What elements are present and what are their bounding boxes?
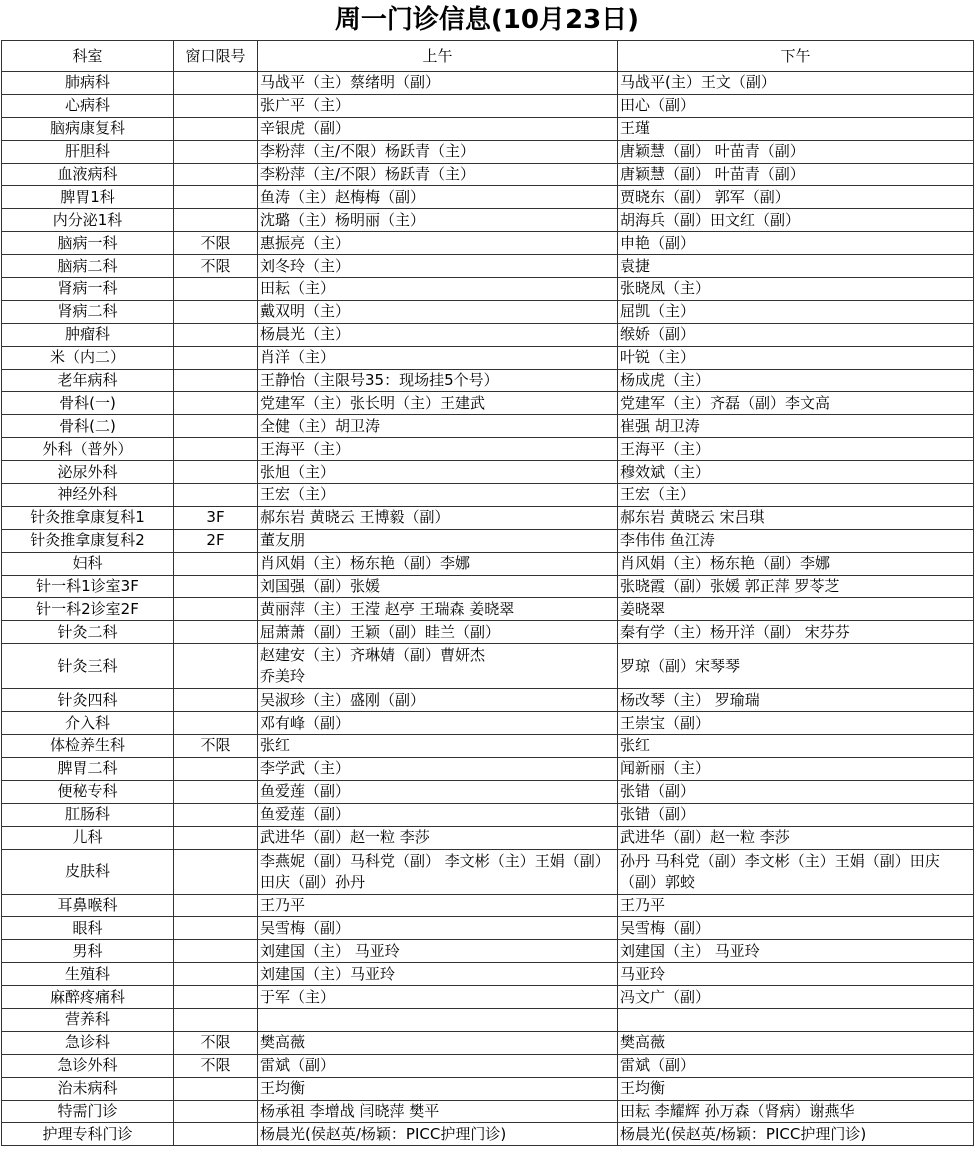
afternoon-cell: 吴雪梅（副）: [618, 917, 974, 940]
dept-cell: 麻醉疼痛科: [2, 986, 174, 1009]
morning-cell: 戴双明（主）: [258, 300, 618, 323]
dept-cell: 急诊科: [2, 1031, 174, 1054]
dept-cell: 针灸四科: [2, 689, 174, 712]
dept-cell: 心病科: [2, 94, 174, 117]
afternoon-cell: 李伟伟 鱼江涛: [618, 529, 974, 552]
morning-cell: 王乃平: [258, 894, 618, 917]
dept-cell: 脑病二科: [2, 255, 174, 278]
window-limit-cell: [174, 644, 258, 689]
afternoon-cell: 田耘 李耀辉 孙万森（肾病）谢燕华: [618, 1100, 974, 1123]
table-row: [2, 917, 974, 940]
dept-cell: 脑病一科: [2, 232, 174, 255]
window-limit-cell: 不限: [174, 232, 258, 255]
window-limit-cell: [174, 72, 258, 95]
table-row: [2, 140, 974, 163]
dept-cell: 急诊外科: [2, 1054, 174, 1077]
morning-cell: 吴淑珍（主）盛刚（副）: [258, 689, 618, 712]
afternoon-cell: 张错（副）: [618, 780, 974, 803]
morning-cell: 李粉萍（主/不限）杨跃青（主）: [258, 163, 618, 186]
afternoon-cell: [618, 1008, 974, 1031]
table-row: [2, 392, 974, 415]
table-row: [2, 621, 974, 644]
afternoon-cell: 申艳（副）: [618, 232, 974, 255]
dept-cell: 肺病科: [2, 72, 174, 95]
morning-cell: 惠振亮（主）: [258, 232, 618, 255]
dept-cell: 肾病二科: [2, 300, 174, 323]
morning-cell: 王海平（主）: [258, 438, 618, 461]
table-row: [2, 484, 974, 507]
window-limit-cell: 3F: [174, 506, 258, 529]
window-limit-cell: [174, 1123, 258, 1146]
afternoon-cell: 闻新丽（主）: [618, 757, 974, 780]
window-limit-cell: [174, 598, 258, 621]
table-row: [2, 415, 974, 438]
afternoon-cell: 张晓凤（主）: [618, 278, 974, 301]
table-row: [2, 117, 974, 140]
window-limit-cell: [174, 963, 258, 986]
morning-cell: 郝东岩 黄晓云 王博毅（副）: [258, 506, 618, 529]
afternoon-cell: 王瑾: [618, 117, 974, 140]
afternoon-cell: 王乃平: [618, 894, 974, 917]
schedule-table: [1, 40, 974, 1146]
table-row: [2, 232, 974, 255]
morning-cell: 刘建国（主）马亚玲: [258, 963, 618, 986]
morning-cell: 张旭（主）: [258, 461, 618, 484]
afternoon-cell: 王海平（主）: [618, 438, 974, 461]
table-row: [2, 278, 974, 301]
dept-cell: 米（内二）: [2, 346, 174, 369]
dept-cell: 营养科: [2, 1008, 174, 1031]
table-row: [2, 1123, 974, 1146]
dept-cell: 眼科: [2, 917, 174, 940]
window-limit-cell: [174, 278, 258, 301]
morning-cell: 鱼涛（主）赵梅梅（副）: [258, 186, 618, 209]
morning-cell: 张红: [258, 735, 618, 758]
table-row: [2, 209, 974, 232]
dept-cell: 肝胆科: [2, 140, 174, 163]
afternoon-cell: 武进华（副）赵一粒 李莎: [618, 826, 974, 849]
dept-cell: 血液病科: [2, 163, 174, 186]
dept-cell: 针灸推拿康复科2: [2, 529, 174, 552]
dept-cell: 针灸二科: [2, 621, 174, 644]
window-limit-cell: [174, 300, 258, 323]
afternoon-cell: 郝东岩 黄晓云 宋吕琪: [618, 506, 974, 529]
morning-cell: 沈璐（主）杨明丽（主）: [258, 209, 618, 232]
page-title: 周一门诊信息(10月23日): [334, 5, 640, 35]
dept-cell: 体检养生科: [2, 735, 174, 758]
morning-cell: 全健（主）胡卫涛: [258, 415, 618, 438]
window-limit-cell: [174, 117, 258, 140]
dept-cell: 骨科(一): [2, 392, 174, 415]
header-morning: 上午: [258, 41, 618, 72]
dept-cell: 耳鼻喉科: [2, 894, 174, 917]
afternoon-cell: 杨晨光(侯赵英/杨颖：PICC护理门诊): [618, 1123, 974, 1146]
morning-cell: 樊高薇: [258, 1031, 618, 1054]
morning-cell: 李燕妮（副）马科党（副） 李文彬（主）王娟（副）田庆（副）孙丹: [258, 849, 618, 894]
table-row: [2, 780, 974, 803]
dept-cell: 脑病康复科: [2, 117, 174, 140]
window-limit-cell: [174, 1077, 258, 1100]
afternoon-cell: 肖风娟（主）杨东艳（副）李娜: [618, 552, 974, 575]
morning-cell: 李粉萍（主/不限）杨跃青（主）: [258, 140, 618, 163]
dept-cell: 生殖科: [2, 963, 174, 986]
window-limit-cell: [174, 163, 258, 186]
dept-cell: 肿瘤科: [2, 323, 174, 346]
morning-cell: [258, 1008, 618, 1031]
table-row: [2, 689, 974, 712]
header-row: [2, 41, 974, 72]
table-row: [2, 461, 974, 484]
morning-cell: 张广平（主）: [258, 94, 618, 117]
afternoon-cell: 马战平(主）王文（副）: [618, 72, 974, 95]
morning-cell: 武进华（副）赵一粒 李莎: [258, 826, 618, 849]
dept-cell: 治未病科: [2, 1077, 174, 1100]
window-limit-cell: [174, 849, 258, 894]
morning-cell: 辛银虎（副）: [258, 117, 618, 140]
window-limit-cell: [174, 826, 258, 849]
morning-cell: 于军（主）: [258, 986, 618, 1009]
morning-cell: 王宏（主）: [258, 484, 618, 507]
morning-cell: 鱼爱莲（副）: [258, 803, 618, 826]
table-row: [2, 1008, 974, 1031]
table-row: [2, 506, 974, 529]
table-row: [2, 894, 974, 917]
table-row: [2, 94, 974, 117]
afternoon-cell: 张红: [618, 735, 974, 758]
window-limit-cell: [174, 140, 258, 163]
morning-cell: 田耘（主）: [258, 278, 618, 301]
schedule-body: [2, 72, 974, 1146]
morning-cell: 杨承祖 李增战 闫晓萍 樊平: [258, 1100, 618, 1123]
afternoon-cell: 王均衡: [618, 1077, 974, 1100]
window-limit-cell: [174, 712, 258, 735]
afternoon-cell: 刘建国（主） 马亚玲: [618, 940, 974, 963]
table-row: [2, 826, 974, 849]
morning-cell: 刘冬玲（主）: [258, 255, 618, 278]
morning-cell: 赵建安（主）齐琳婧（副）曹妍杰 乔美玲: [258, 644, 618, 689]
window-limit-cell: 不限: [174, 1031, 258, 1054]
table-row: [2, 598, 974, 621]
dept-cell: 儿科: [2, 826, 174, 849]
window-limit-cell: [174, 369, 258, 392]
afternoon-cell: 冯文广（副）: [618, 986, 974, 1009]
table-row: [2, 1054, 974, 1077]
dept-cell: 神经外科: [2, 484, 174, 507]
window-limit-cell: 不限: [174, 735, 258, 758]
table-row: [2, 735, 974, 758]
dept-cell: 护理专科门诊: [2, 1123, 174, 1146]
window-limit-cell: [174, 94, 258, 117]
afternoon-cell: 田心（副）: [618, 94, 974, 117]
table-row: [2, 644, 974, 689]
afternoon-cell: 崔强 胡卫涛: [618, 415, 974, 438]
window-limit-cell: [174, 209, 258, 232]
morning-cell: 马战平（主）蔡绪明（副）: [258, 72, 618, 95]
afternoon-cell: 马亚玲: [618, 963, 974, 986]
afternoon-cell: 唐颖慧（副） 叶苗青（副）: [618, 140, 974, 163]
window-limit-cell: [174, 415, 258, 438]
table-row: [2, 940, 974, 963]
header-window-limit: 窗口限号: [174, 41, 258, 72]
dept-cell: 针灸推拿康复科1: [2, 506, 174, 529]
dept-cell: 骨科(二): [2, 415, 174, 438]
dept-cell: 便秘专科: [2, 780, 174, 803]
header-dept: 科室: [2, 41, 174, 72]
window-limit-cell: [174, 621, 258, 644]
morning-cell: 杨晨光(侯赵英/杨颖：PICC护理门诊): [258, 1123, 618, 1146]
table-row: [2, 72, 974, 95]
window-limit-cell: [174, 346, 258, 369]
table-row: [2, 163, 974, 186]
afternoon-cell: 杨成虎（主）: [618, 369, 974, 392]
morning-cell: 刘建国（主） 马亚玲: [258, 940, 618, 963]
window-limit-cell: [174, 780, 258, 803]
afternoon-cell: 党建军（主）齐磊（副）李文高: [618, 392, 974, 415]
afternoon-cell: 王宏（主）: [618, 484, 974, 507]
window-limit-cell: [174, 484, 258, 507]
table-row: [2, 300, 974, 323]
table-row: [2, 369, 974, 392]
afternoon-cell: 杨改琴（主） 罗瑜瑞: [618, 689, 974, 712]
table-row: [2, 255, 974, 278]
dept-cell: 针一科2诊室2F: [2, 598, 174, 621]
morning-cell: 邓有峰（副）: [258, 712, 618, 735]
table-row: [2, 986, 974, 1009]
morning-cell: 鱼爱莲（副）: [258, 780, 618, 803]
dept-cell: 内分泌1科: [2, 209, 174, 232]
window-limit-cell: [174, 757, 258, 780]
table-row: [2, 712, 974, 735]
window-limit-cell: 2F: [174, 529, 258, 552]
table-row: [2, 963, 974, 986]
table-row: [2, 757, 974, 780]
morning-cell: 王均衡: [258, 1077, 618, 1100]
window-limit-cell: [174, 461, 258, 484]
table-row: [2, 438, 974, 461]
window-limit-cell: [174, 323, 258, 346]
morning-cell: 肖洋（主）: [258, 346, 618, 369]
table-row: [2, 529, 974, 552]
window-limit-cell: [174, 186, 258, 209]
morning-cell: 党建军（主）张长明（主）王建武: [258, 392, 618, 415]
afternoon-cell: 穆效斌（主）: [618, 461, 974, 484]
afternoon-cell: 胡海兵（副）田文红（副）: [618, 209, 974, 232]
afternoon-cell: 孙丹 马科党（副）李文彬（主）王娟（副）田庆（副）郭蛟: [618, 849, 974, 894]
dept-cell: 老年病科: [2, 369, 174, 392]
afternoon-cell: 叶锐（主）: [618, 346, 974, 369]
window-limit-cell: [174, 986, 258, 1009]
table-row: [2, 849, 974, 894]
dept-cell: 针一科1诊室3F: [2, 575, 174, 598]
window-limit-cell: [174, 894, 258, 917]
afternoon-cell: 樊高薇: [618, 1031, 974, 1054]
dept-cell: 脾胃1科: [2, 186, 174, 209]
morning-cell: 董友朋: [258, 529, 618, 552]
dept-cell: 针灸三科: [2, 644, 174, 689]
table-row: [2, 552, 974, 575]
morning-cell: 屈萧萧（副）王颖（副）眭兰（副）: [258, 621, 618, 644]
morning-cell: 王静怡（主限号35：现场挂5个号）: [258, 369, 618, 392]
window-limit-cell: 不限: [174, 255, 258, 278]
afternoon-cell: 缑娇（副）: [618, 323, 974, 346]
afternoon-cell: 雷斌（副）: [618, 1054, 974, 1077]
table-row: [2, 575, 974, 598]
window-limit-cell: [174, 689, 258, 712]
window-limit-cell: [174, 940, 258, 963]
table-row: [2, 186, 974, 209]
dept-cell: 肛肠科: [2, 803, 174, 826]
dept-cell: 脾胃二科: [2, 757, 174, 780]
table-row: [2, 346, 974, 369]
morning-cell: 杨晨光（主）: [258, 323, 618, 346]
morning-cell: 雷斌（副）: [258, 1054, 618, 1077]
header-afternoon: 下午: [618, 41, 974, 72]
morning-cell: 刘国强（副）张媛: [258, 575, 618, 598]
table-row: [2, 1031, 974, 1054]
window-limit-cell: [174, 1100, 258, 1123]
afternoon-cell: 张错（副）: [618, 803, 974, 826]
table-row: [2, 1077, 974, 1100]
morning-cell: 李学武（主）: [258, 757, 618, 780]
morning-cell: 黄丽萍（主）王滢 赵亭 王瑞森 姜晓翠: [258, 598, 618, 621]
dept-cell: 妇科: [2, 552, 174, 575]
window-limit-cell: [174, 575, 258, 598]
afternoon-cell: 姜晓翠: [618, 598, 974, 621]
window-limit-cell: [174, 1008, 258, 1031]
dept-cell: 泌尿外科: [2, 461, 174, 484]
afternoon-cell: 袁捷: [618, 255, 974, 278]
dept-cell: 男科: [2, 940, 174, 963]
dept-cell: 肾病一科: [2, 278, 174, 301]
afternoon-cell: 张晓霞（副）张媛 郭正萍 罗苓芝: [618, 575, 974, 598]
window-limit-cell: [174, 552, 258, 575]
morning-cell: 吴雪梅（副）: [258, 917, 618, 940]
table-row: [2, 323, 974, 346]
dept-cell: 外科（普外）: [2, 438, 174, 461]
dept-cell: 介入科: [2, 712, 174, 735]
table-row: [2, 803, 974, 826]
window-limit-cell: [174, 803, 258, 826]
afternoon-cell: 王崇宝（副）: [618, 712, 974, 735]
afternoon-cell: 罗琼（副）宋琴琴: [618, 644, 974, 689]
afternoon-cell: 秦有学（主）杨开洋（副） 宋芬芬: [618, 621, 974, 644]
table-row: [2, 1100, 974, 1123]
dept-cell: 皮肤科: [2, 849, 174, 894]
dept-cell: 特需门诊: [2, 1100, 174, 1123]
morning-cell: 肖风娟（主）杨东艳（副）李娜: [258, 552, 618, 575]
afternoon-cell: 屈凯（主）: [618, 300, 974, 323]
afternoon-cell: 唐颖慧（副） 叶苗青（副）: [618, 163, 974, 186]
window-limit-cell: [174, 392, 258, 415]
window-limit-cell: 不限: [174, 1054, 258, 1077]
window-limit-cell: [174, 917, 258, 940]
afternoon-cell: 贾晓东（副） 郭军（副）: [618, 186, 974, 209]
window-limit-cell: [174, 438, 258, 461]
